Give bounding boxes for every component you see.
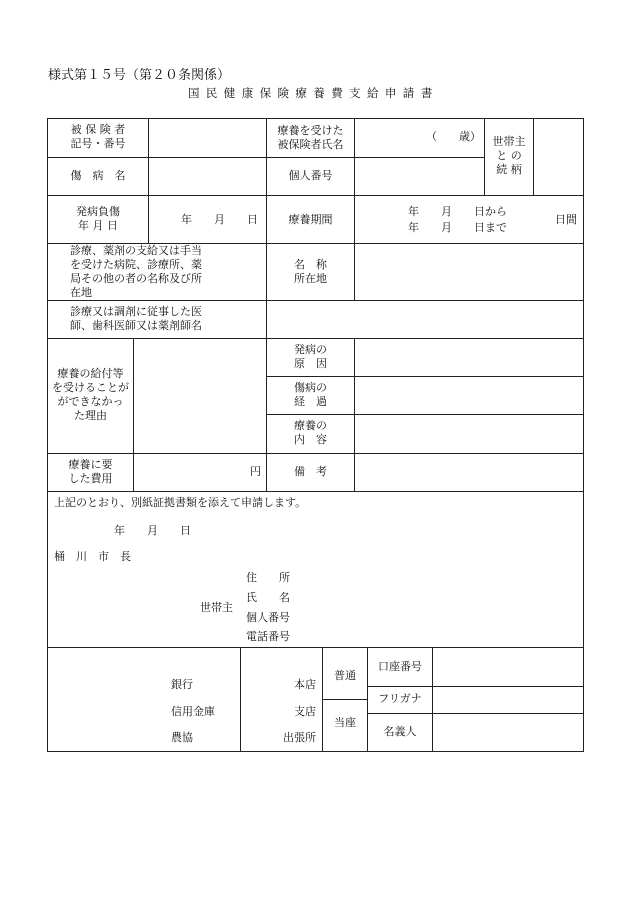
practitioner-label: 診療又は調剤に従事した医 師、歯科医師又は薬剤師名 [70, 305, 202, 332]
onset-date-field[interactable]: 年 月 日 [181, 213, 258, 226]
applicant-role: 世帯主 [200, 601, 233, 614]
treatment-to-field[interactable]: 年 月 日まで [408, 221, 507, 234]
branch-sub-office[interactable]: 出張所 [283, 731, 316, 744]
account-type-ordinary[interactable]: 普通 [334, 669, 356, 682]
furigana-field[interactable] [434, 688, 582, 712]
treatment-period-label: 療養期間 [288, 213, 333, 226]
account-holder-label: 名義人 [383, 725, 417, 738]
branch-branch[interactable]: 支店 [294, 705, 316, 718]
reason-cause-label: 発病の 原 因 [294, 343, 327, 370]
reason-content-label: 療養の 内 容 [294, 419, 327, 446]
remarks-label: 備 考 [294, 465, 327, 478]
applicant-number-label[interactable]: 個人番号 [246, 611, 290, 624]
illness-label: 傷 病 名 [70, 169, 126, 182]
treatment-from-field[interactable]: 年 月 日から [408, 205, 507, 218]
applicant-name-label[interactable]: 氏 名 [246, 591, 290, 604]
patient-age-unit: （ 歳） [426, 130, 481, 143]
addressee: 桶 川 市 長 [54, 550, 131, 563]
reason-label: 療養の給付等 を受けることが ができなかっ た理由 [52, 367, 129, 422]
account-type-current[interactable]: 当座 [334, 716, 356, 729]
cost-label: 療養に要 した費用 [68, 458, 113, 485]
reason-progress-label: 傷病の 経 過 [294, 381, 327, 408]
form-number: 様式第１５号（第２０条関係） [48, 68, 231, 83]
applicant-phone-label[interactable]: 電話番号 [246, 630, 290, 643]
declaration-date[interactable]: 年 月 日 [114, 524, 191, 537]
bank-type-agri-coop[interactable]: 農協 [171, 731, 193, 744]
provider-label: 診療、薬剤の支給又は手当 を受けた病院、診療所、薬 局その他の者の名称及び所 在地 [70, 244, 202, 299]
account-number-label: 口座番号 [378, 660, 422, 673]
patient-name-label: 療養を受けた 被保険者氏名 [277, 124, 344, 151]
individual-number-label: 個人番号 [288, 169, 333, 182]
furigana-label: フリガナ [378, 692, 422, 705]
form-title: 国民健康保険療養費支給申請書 [188, 86, 439, 100]
branch-head-office[interactable]: 本店 [294, 678, 316, 691]
bank-type-credit-union[interactable]: 信用金庫 [171, 705, 215, 718]
provider-sublabel: 名 称 所在地 [294, 258, 327, 285]
cost-unit: 円 [250, 465, 261, 478]
bank-type-bank[interactable]: 銀行 [171, 678, 193, 691]
treatment-days-unit: 日間 [555, 213, 577, 226]
relationship-label: 世帯主 と の 続 柄 [492, 135, 526, 176]
applicant-address-label[interactable]: 住 所 [246, 571, 290, 584]
insurance-card-label: 被 保 険 者 記号・番号 [70, 123, 126, 150]
account-holder-field[interactable] [434, 715, 582, 750]
declaration-statement: 上記のとおり、別紙証拠書類を添えて申請します。 [54, 496, 307, 509]
onset-date-label: 発病負傷 年 月 日 [76, 205, 120, 232]
account-number-field[interactable] [434, 649, 582, 685]
